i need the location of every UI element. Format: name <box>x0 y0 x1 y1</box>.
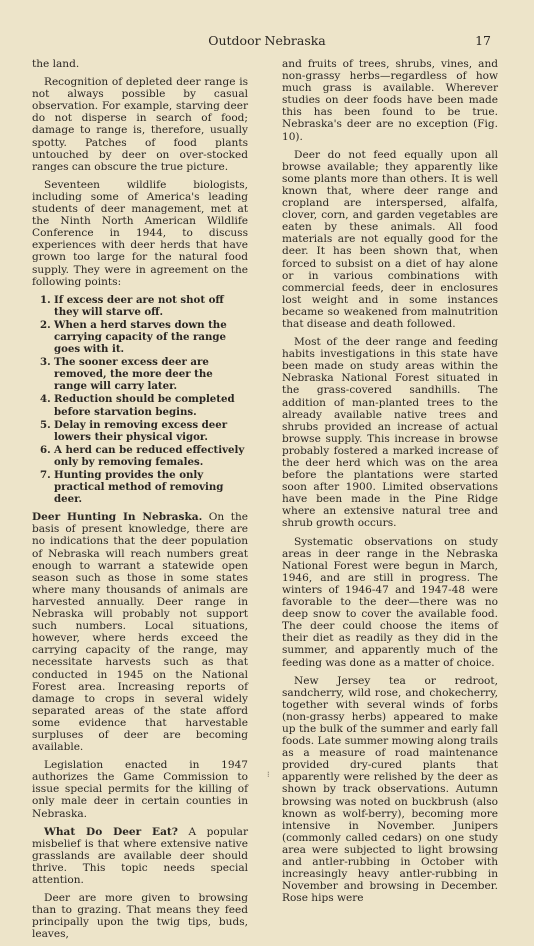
list-item <box>32 444 248 468</box>
list-item-number: 7. <box>40 469 51 481</box>
list-item <box>32 393 248 417</box>
section-heading-deer-hunting: Deer Hunting In Nebraska. <box>32 511 203 524</box>
list-item <box>32 469 248 505</box>
paragraph: Legislation enacted in 1947 authorizes the Game Commission to issue special permits for the killing of only male deer in certain counties in Nebraska. <box>32 759 248 820</box>
paragraph: Deer are more given to browsing than to grazing. That means they feed principally upon the twig tips, buds, leaves, <box>32 892 248 941</box>
paragraph-body: A popular misbelief is that where extensive native grasslands are available deer should thrive. This topic needs special attention. <box>32 825 248 886</box>
list-item-text: Reduction should be completed before starvation begins. <box>54 393 235 418</box>
paragraph: Deer do not feed equally upon all browse available; they apparently like some plants more than others. It is well known that, where deer range and cropland are interspersed, alfalfa, clover, corn, and garden vegetables are eaten by these animals. All food materials are not equally good for the deer. It has been shown that, when forced to subsist on a diet of hay alone or in various combinations with commercial feeds, deer in enclosures lost weight and in some instances became so weakened from malnutrition that disease and death followed. <box>282 148 498 330</box>
paragraph: Seventeen wildlife biologists, including some of America's leading students of deer management, met at the Ninth North American Wildlife Conference in 1944, to discuss experiences with deer herds that have grown too large for the natural food supply. They were in agreement on the following points: <box>32 178 248 288</box>
list-item-number: 2. <box>40 318 51 331</box>
list-item-text: Delay in removing excess deer lowers their physical vigor. <box>54 418 228 443</box>
paragraph: and fruits of trees, shrubs, vines, and non-grassy herbs—regardless of how much grass is available. Wherever studies on deer foods have been made this has been found to be true. Nebraska's deer are no exception (Fig. 10). <box>282 58 498 143</box>
list-item <box>32 356 248 392</box>
agreement-points-list <box>32 294 248 506</box>
paragraph <box>32 826 248 886</box>
right-column <box>282 58 498 910</box>
page-number: 17 <box>475 33 491 48</box>
left-column <box>32 58 248 946</box>
list-item <box>32 419 248 443</box>
list-item-text: If excess deer are not shot off they will starve off. <box>54 293 224 318</box>
list-item-number: 4. <box>40 393 51 406</box>
list-item-text: The sooner excess deer are removed, the more deer the range will carry later. <box>54 356 213 393</box>
list-item-number: 1. <box>40 293 51 306</box>
paragraph <box>32 511 248 753</box>
page-footer-mark: ⁝ <box>267 770 270 779</box>
list-item-number: 3. <box>40 356 51 369</box>
list-item-text: A herd can be reduced effectively only by removing females. <box>54 443 245 468</box>
paragraph: New Jersey tea or redroot, sandcherry, wild rose, and chokecherry, together with several winds of forbs (non-grassy herbs) appeared to make up the bulk of the summer and early fall foods. Late summer mowing along trails as a measure of road maintenance provided dry-cured plants that apparently were relished by the deer as shown by track observations. Autumn browsing was noted on buckbrush (also known as wolf-berry), becoming more intensive in November. Junipers (commonly called cedars) on one study area were subjected to light browsing and antler-rubbing in October with increasingly heavy antler-rubbing in November and browsing in December. Rose hips were <box>282 674 498 905</box>
paragraph: the land. <box>32 58 80 70</box>
list-item-text: Hunting provides the only practical method of removing deer. <box>54 469 224 506</box>
running-title: Outdoor Nebraska <box>208 33 326 48</box>
list-item <box>32 294 248 318</box>
paragraph: Systematic observations on study areas in deer range in the Nebraska National Forest were begun in March, 1946, and are still in progress. The winters of 1946-47 and 1947-48 were favorable to the deer—there was no deep snow to cover the available food. The deer could choose the items of their diet as readily as they did in the summer, and apparently much of the feeding was done as a matter of choice. <box>282 535 498 669</box>
list-item-number: 5. <box>40 418 51 431</box>
paragraph-body: On the basis of present knowledge, there are no indications that the deer population of Nebraska will reach numbers great enough to warrant a statewide open season such as those in some states where many thousands of animals are harvested annually. Deer range in Nebraska will probably not support such numbers. Local situations, however, where herds exceed the carrying capacity of the range, may necessitate harvests such as that conducted in 1945 on the National Forest area. Increasing reports of damage to crops in several widely separated areas of the state afford some evidence that harvestable surpluses of deer are becoming available. <box>32 511 248 754</box>
list-item <box>32 319 248 355</box>
list-item-text: When a herd starves down the carrying capacity of the range goes with it. <box>54 318 227 356</box>
list-item-number: 6. <box>40 443 51 456</box>
paragraph: Most of the deer range and feeding habits investigations in this state have been made on study areas within the Nebraska National Forest situated in the grass-covered sandhills. The addition of man-planted trees to the already available native trees and shrubs provided an increase of actual browse supply. This increase in browse probably fostered a marked increase of the deer herd which was on the area before the plantations were started soon after 1900. Limited observations have been made in the Pine Ridge where an extensive natural tree and shrub growth occurs. <box>282 336 498 530</box>
section-heading-what-do-deer-eat: What Do Deer Eat? <box>44 825 178 838</box>
paragraph: Recognition of depleted deer range is not always possible by casual observation. For example, starving deer do not disperse in search of food; damage to range is, therefore, usually spotty. Patches of food plants untouched by deer on over-stocked ranges can obscure the true picture. <box>32 76 248 173</box>
